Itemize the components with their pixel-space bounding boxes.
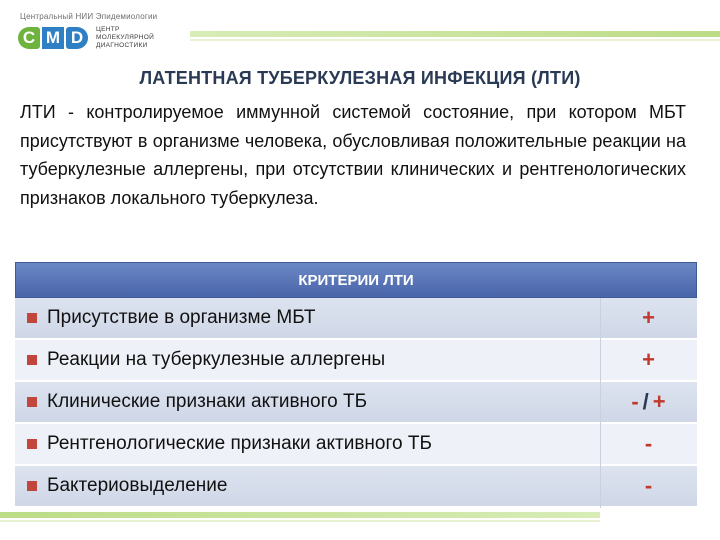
criterion-mark: -: [644, 473, 653, 498]
criterion-label: Бактериовыделение: [47, 475, 228, 496]
logo-caption-line: ЦЕНТР: [96, 26, 120, 33]
mark-minus: -: [631, 389, 639, 414]
logo-letter-d: D: [66, 27, 88, 49]
footer-decor-band: [0, 512, 600, 518]
criterion-label: Клинические признаки активного ТБ: [47, 391, 368, 412]
criteria-table: [15, 262, 697, 508]
header-decor-band: [190, 31, 720, 37]
header-decor-line: [190, 39, 720, 41]
logo-caption-line: МОЛЕКУЛЯРНОЙ: [96, 34, 155, 41]
square-bullet-icon: [27, 397, 37, 407]
table-row: [15, 466, 697, 506]
criterion-mark: +: [642, 305, 655, 330]
square-bullet-icon: [27, 313, 37, 323]
criterion-label: Реакции на туберкулезные аллергены: [47, 349, 386, 370]
table-row: [15, 298, 697, 338]
logo-letter-c: C: [18, 27, 40, 49]
logo-letter-m: M: [42, 27, 64, 49]
cmd-logo: [18, 26, 154, 50]
slide-header: [0, 0, 720, 62]
square-bullet-icon: [27, 355, 37, 365]
definition-text: ЛТИ - контролируемое иммунной системой состояние, при котором МБТ присутствуют в организме человека, обусловливая положительные реакции на туберкулезные аллергены, при отсутствии клинических и рентгенологических признаков локального туберкулеза.: [20, 102, 686, 208]
slide-title: ЛАТЕНТНАЯ ТУБЕРКУЛЕЗНАЯ ИНФЕКЦИЯ (ЛТИ): [139, 68, 581, 88]
organization-name: Центральный НИИ Эпидемиологии: [20, 12, 158, 21]
table-row: [15, 382, 697, 422]
logo-caption: [96, 26, 154, 50]
criterion-mark: -: [644, 431, 653, 456]
square-bullet-icon: [27, 439, 37, 449]
criterion-mark: [600, 382, 697, 422]
criterion-mark: +: [642, 347, 655, 372]
footer-decor-line: [0, 520, 600, 522]
criteria-table-header: КРИТЕРИИ ЛТИ: [15, 262, 697, 298]
table-row: [15, 340, 697, 380]
square-bullet-icon: [27, 481, 37, 491]
criterion-label: Рентгенологические признаки активного ТБ: [47, 433, 432, 454]
mark-slash: /: [642, 389, 649, 414]
criterion-label: Присутствие в организме МБТ: [47, 307, 316, 328]
table-row: [15, 424, 697, 464]
mark-plus: +: [652, 389, 666, 414]
logo-caption-line: ДИАГНОСТИКИ: [96, 42, 148, 49]
